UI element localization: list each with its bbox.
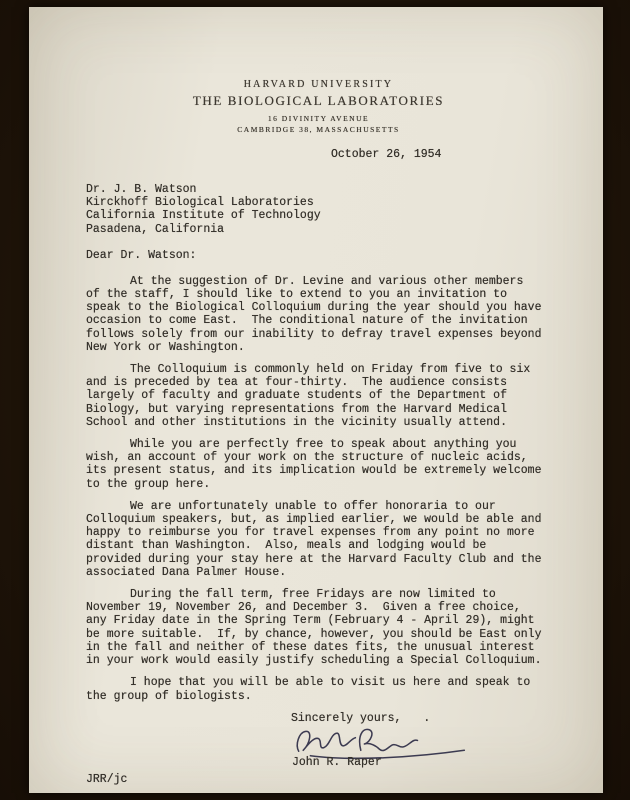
letterhead [86, 79, 551, 134]
typist-initials: JRR/jc [86, 773, 128, 787]
closing-phrase-row [291, 712, 551, 725]
body-paragraph: At the suggestion of Dr. Levine and various other members of the staff, I should like to extend to you an invitation to speak to the Biological Colloquium during the year should you have occasion to come East. The conditional nature of the invitation follows solely from our inability to defray travel expenses beyond New York or Washington. [86, 274, 549, 354]
recipient-name: Dr. J. B. Watson [86, 183, 197, 196]
closing-block [291, 712, 551, 769]
letterhead-university: HARVARD UNIVERSITY [243, 79, 394, 90]
letterhead-department: THE BIOLOGICAL LABORATORIES [192, 93, 445, 108]
letter-page [29, 7, 603, 793]
body-paragraph: During the fall term, free Fridays are now limited to November 19, November 26, and December 3. Given a free choice, any Friday date in the Spring Term (February 4 - April 29), might be more suitable. If, by chance, however, you should be East only in the fall and neither of these dates fits, the unusual interest in your work would easily justify scheduling a Special Colloquium. [86, 588, 549, 668]
body-paragraph: While you are perfectly free to speak about anything you wish, an account of your work on the structure of nucleic acids, its present status, and its implication would be extremely welcome to the group here. [86, 438, 549, 491]
salutation: Dear Dr. Watson: [86, 248, 197, 262]
recipient-organization: Kirckhoff Biological Laboratories [86, 196, 314, 210]
recipient-address-block [86, 183, 551, 236]
recipient-institution: California Institute of Technology [86, 209, 321, 223]
body-paragraph: I hope that you will be able to visit us here and speak to the group of biologists. [86, 676, 538, 703]
date-line: October 26, 1954 [331, 148, 442, 161]
recipient-city: Pasadena, California [86, 222, 225, 236]
stray-mark: . [423, 711, 431, 725]
letter-body [86, 274, 549, 703]
letterhead-city-address: CAMBRIDGE 38, MASSACHUSETTS [237, 125, 400, 134]
closing-phrase: Sincerely yours, [291, 711, 402, 725]
body-paragraph: We are unfortunately unable to offer honoraria to our Colloquium speakers, but, as implied earlier, we would be able and happy to reimburse you for travel expenses from any point no more distant than Washington. Also, meals and lodging would be provided during your stay here at the Harvard Faculty Club and the associated Dana Palmer House. [86, 499, 549, 579]
letterhead-street-address: 16 DIVINITY AVENUE [267, 114, 370, 123]
typed-signature-name: John R. Raper [292, 755, 382, 769]
body-paragraph: The Colloquium is commonly held on Friday from five to six and is preceded by tea at four-thirty. The audience consists largely of faculty and graduate students of the Department of Biology, but varying representations from the Harvard Medical School and other institutions in the vicinity usually attend. [86, 363, 538, 429]
